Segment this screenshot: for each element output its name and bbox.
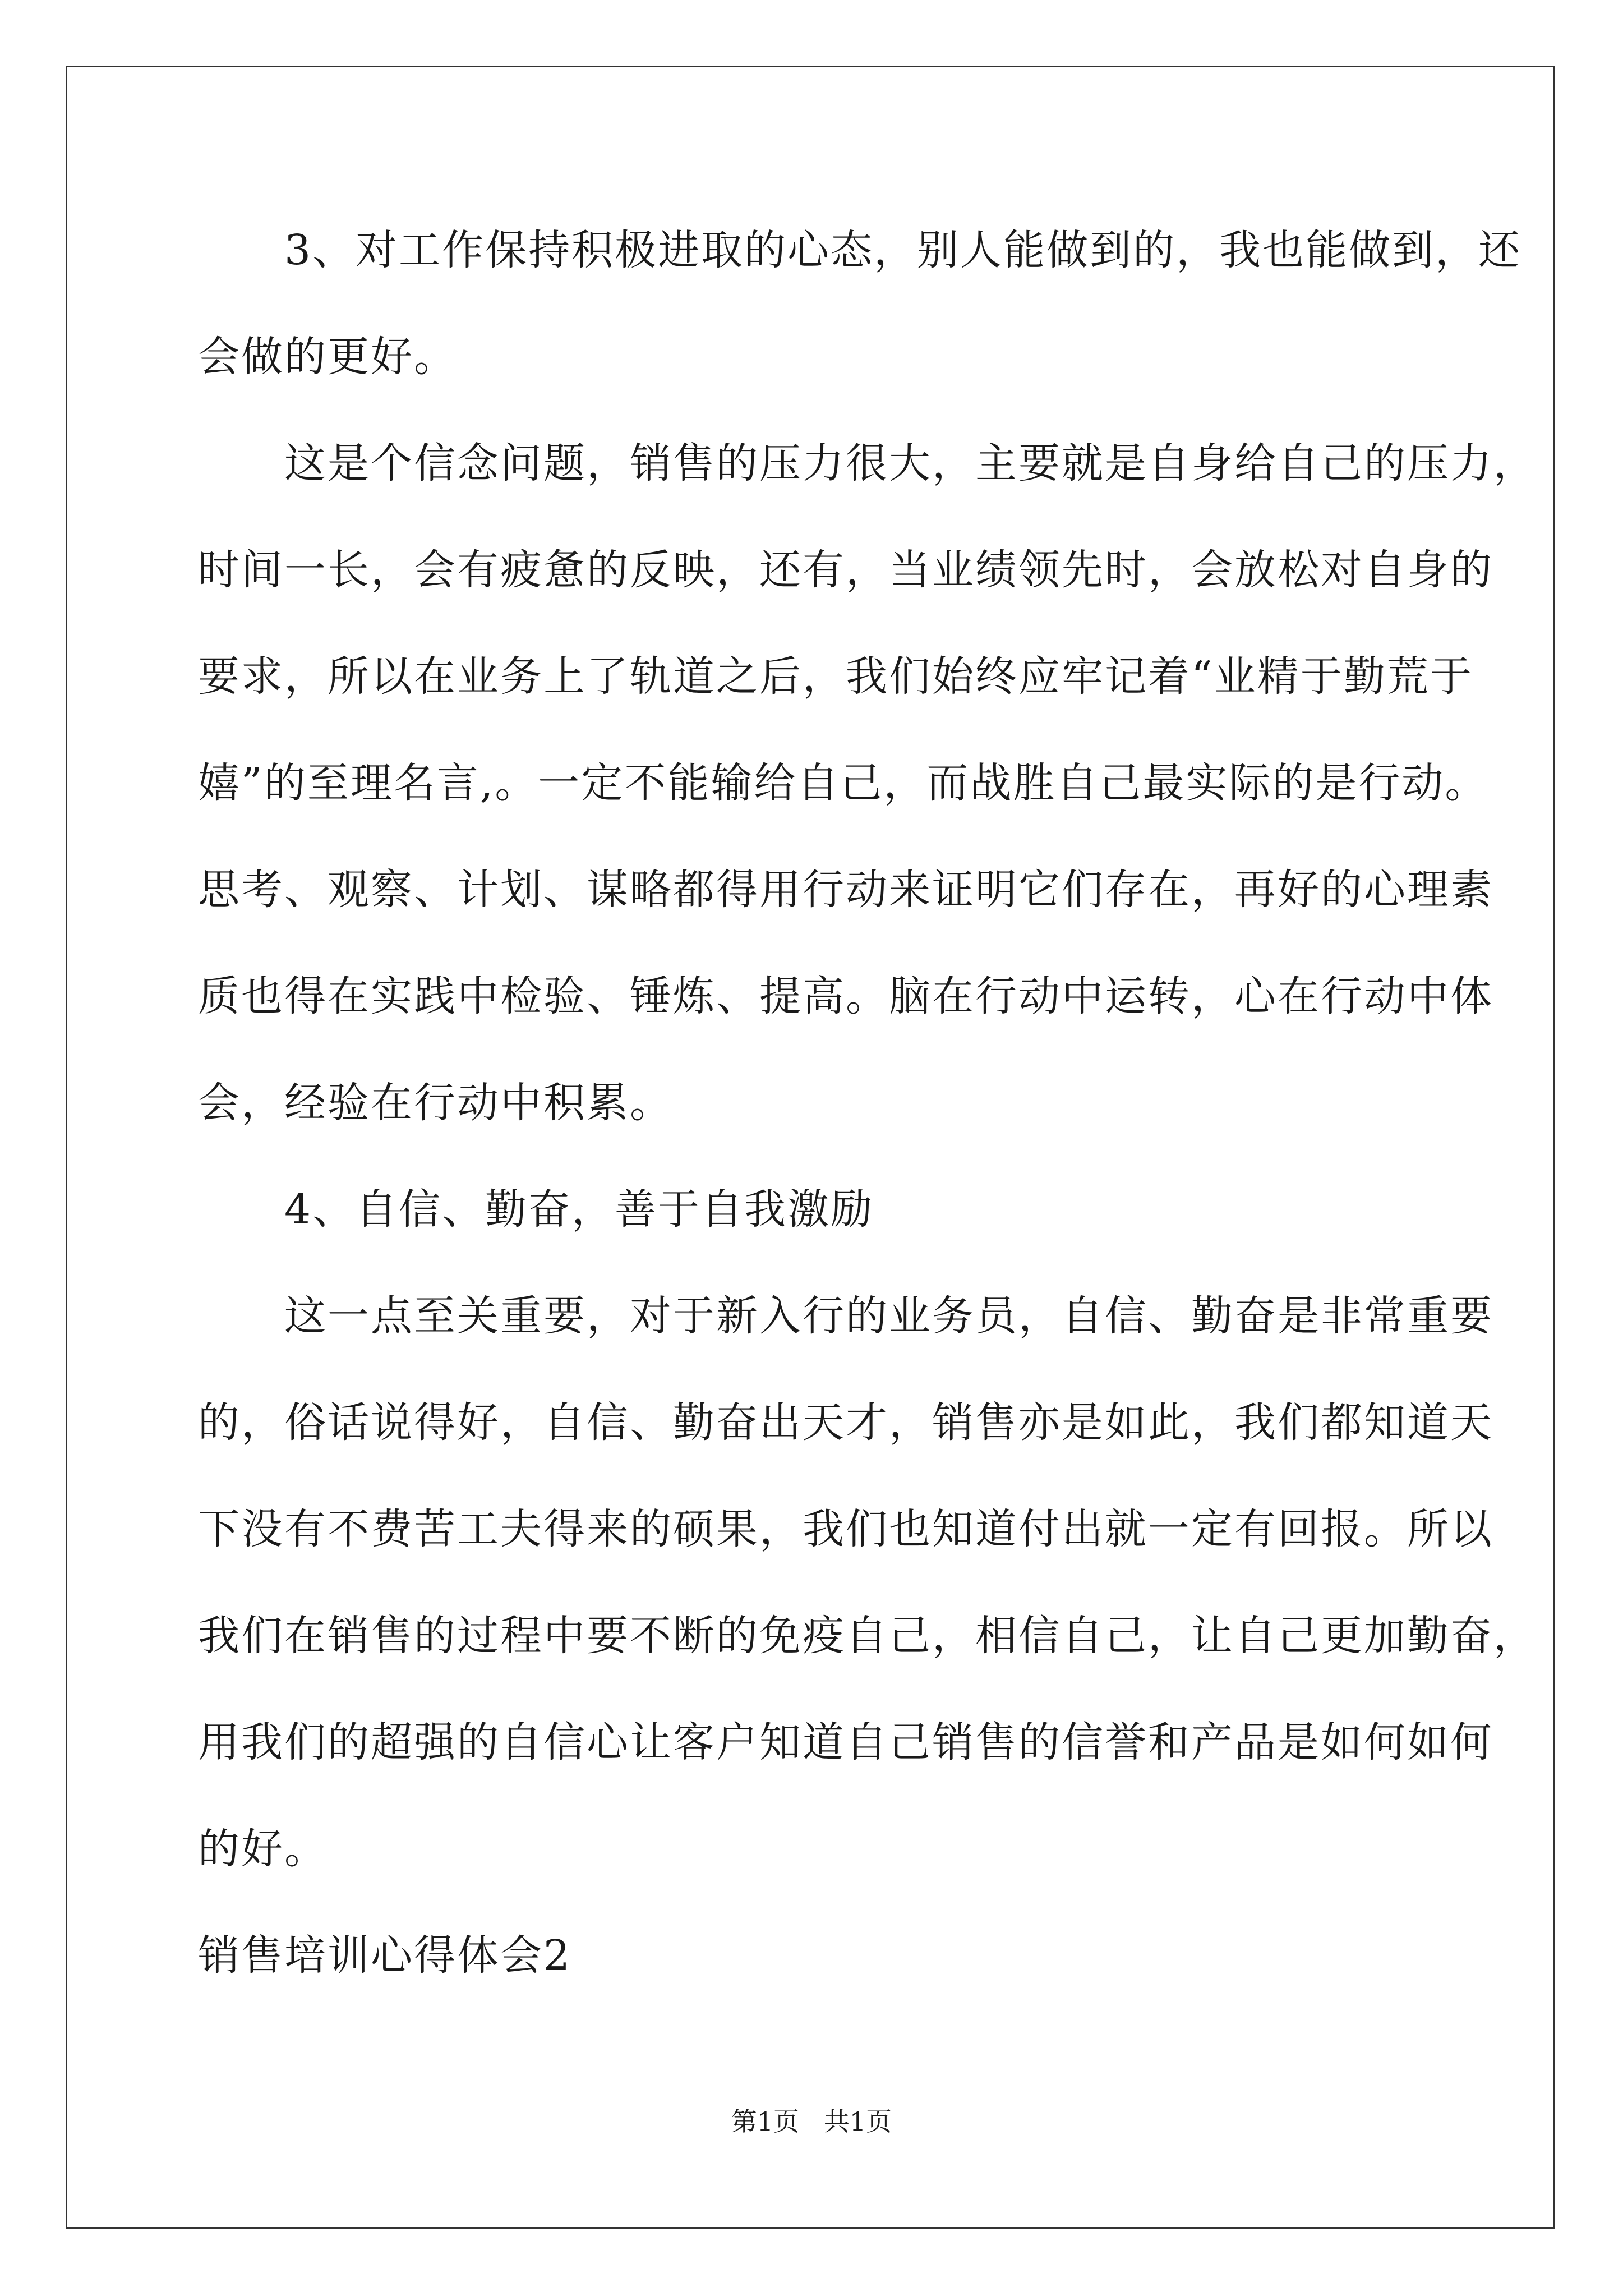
paragraph-line: 这一点至关重要，对于新入行的业务员，自信、勤奋是非常重要 bbox=[198, 1292, 1493, 1340]
paragraph-line: 这是个信念问题，销售的压力很大，主要就是自身给自己的压力， bbox=[198, 439, 1537, 487]
paragraph-line: 的好。 bbox=[198, 1825, 328, 1873]
paragraph-line: 下没有不费苦工夫得来的硕果，我们也知道付出就一定有回报。所以 bbox=[198, 1505, 1493, 1553]
paragraph-line: 质也得在实践中检验、锤炼、提高。脑在行动中运转，心在行动中体 bbox=[198, 972, 1493, 1020]
paragraph-line: 会，经验在行动中积累。 bbox=[198, 1079, 673, 1127]
paragraph-line: 的，俗话说得好，自信、勤奋出天才，销售亦是如此，我们都知道天 bbox=[198, 1398, 1493, 1447]
paragraph-line: 要求，所以在业务上了轨道之后，我们始终应牢记着“业精于勤荒于 bbox=[198, 652, 1473, 701]
paragraph-line: 我们在销售的过程中要不断的免疫自己，相信自己，让自己更加勤奋， bbox=[198, 1612, 1537, 1660]
section-heading: 4、自信、勤奋，善于自我激励 bbox=[198, 1185, 874, 1234]
paragraph-line: 思考、观察、计划、谋略都得用行动来证明它们存在，再好的心理素 bbox=[198, 866, 1493, 914]
document-title: 销售培训心得体会2 bbox=[198, 1931, 572, 1980]
page-border bbox=[66, 66, 1555, 2229]
paragraph-line: 嬉”的至理名言,。一定不能输给自己，而战胜自己最实际的是行动。 bbox=[198, 759, 1488, 807]
paragraph-line: 会做的更好。 bbox=[198, 333, 457, 381]
paragraph-line: 时间一长，会有疲惫的反映，还有，当业绩领先时，会放松对自身的 bbox=[198, 546, 1493, 594]
paragraph-line: 3、对工作保持积极进取的心态，别人能做到的，我也能做到，还 bbox=[198, 226, 1522, 274]
page-number-footer: 第1页 共1页 bbox=[731, 2106, 892, 2137]
paragraph-line: 用我们的超强的自信心让客户知道自己销售的信誉和产品是如何如何 bbox=[198, 1718, 1493, 1766]
